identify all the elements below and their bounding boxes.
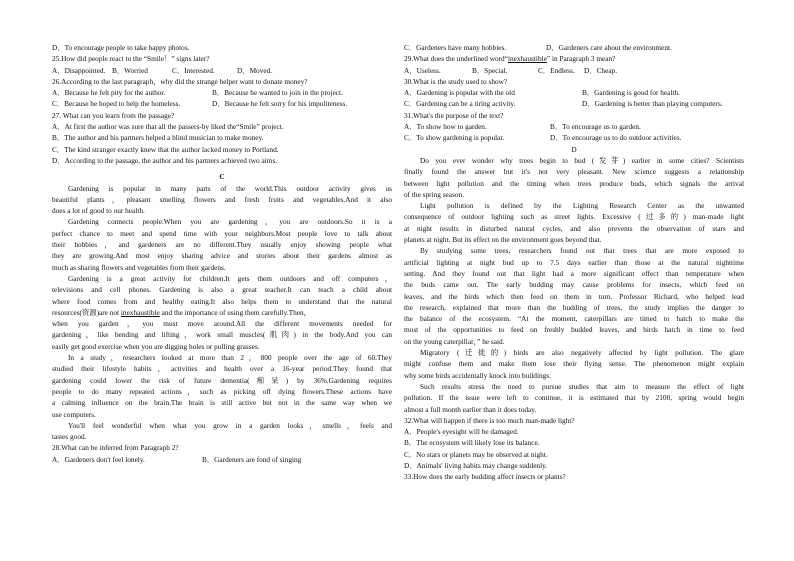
- option-d: D．Because he felt sorry for his impoliteness.: [212, 99, 348, 109]
- option-d: D．Animals' living habits may change suddenly.: [404, 460, 548, 470]
- option-b: B．Worried: [112, 65, 148, 75]
- question-32: 32.What will happen if there is too much man-made light?: [404, 415, 575, 425]
- text-line: consequence of outdoor lighting such as street lights. Excessive (过多的) man-made light: [404, 212, 744, 222]
- option-c: C．Gardening can be a tiring activity.: [404, 99, 516, 109]
- paragraph-3: [52, 273, 392, 352]
- paragraph-5: [52, 420, 392, 443]
- text-line: when you garden，you must move around.All the different movements needed for: [52, 319, 392, 329]
- text-line: people to do many repeated actions，such as picking off dying flowers.These actions have: [52, 386, 392, 396]
- text-line: Light pollution is defined by the Lighting Research Center as the unwanted: [420, 201, 744, 211]
- paragraph-1: [404, 155, 744, 200]
- option-b: B．To encourage us to garden.: [550, 122, 641, 132]
- text-line: In a study，researchers looked at more than 2，800 people over the age of 60.They: [68, 353, 392, 363]
- text-line: almost a full month earlier than it does today.: [404, 404, 537, 414]
- text-line: use computers.: [52, 409, 96, 419]
- option-b: B．The author and his partners helped a blind musician to make money.: [52, 133, 264, 143]
- question-31: 31.What's the purpose of the text?: [404, 110, 504, 120]
- option-b: B．Gardening is good for health.: [582, 88, 680, 98]
- option-d: D．Gardening is better than playing computers.: [582, 99, 723, 109]
- option-c: C．Endless.: [538, 65, 575, 75]
- question-28: 28.What can be inferred from Paragraph 2?: [52, 443, 179, 453]
- question-33: 33.How does the early budding affect insects or plants?: [404, 472, 566, 482]
- option-a: A．People's eyesight will be damaged.: [404, 427, 519, 437]
- underlined-word: inexhaustible: [120, 307, 160, 317]
- text-line: You'll feel wonderful when what you grow in a garden looks，smells，feels and: [68, 420, 392, 430]
- option-a: A．To show how to garden.: [404, 122, 487, 132]
- right-column: [404, 42, 744, 483]
- question-26-options-ab: [52, 87, 392, 98]
- option-b: B．Special.: [472, 65, 508, 75]
- text-line: between light pollution and the timing when trees produce buds, which signals the arrival: [404, 178, 744, 188]
- option-b: B．The ecosystem will likely lose its balance.: [404, 438, 540, 448]
- text-line: leaves, and the birds which then feed on them in turn. Professor Richard, who helped lead: [404, 291, 744, 301]
- option-c: C．Interested.: [172, 65, 215, 75]
- text-line: beautiful plants，pleasant smelling flowers and fresh fruits and vegetables.And it also: [52, 194, 392, 204]
- text-line: might confuse them and make them lose their flying sense. The phenomenon might explain: [404, 359, 744, 369]
- text-run: resources(资源)are not: [52, 307, 121, 317]
- text-line: studied their lifestyle habits，activities and health over a 16-year period.They found that: [52, 364, 392, 374]
- paragraph-2: [404, 200, 744, 245]
- question-30-options-ab: [404, 87, 744, 98]
- text-line: much as sharing flowers and vegetables from their gardens.: [52, 262, 226, 272]
- text-line: why some birds accidentally knock into buildings.: [404, 370, 551, 380]
- text-line: at night results in disturbed natural cycles, and also prevents the observation of stars and: [404, 223, 744, 233]
- text-line: finally found the answer but it's not very pleasant. New science suggests a relationship: [404, 167, 744, 177]
- paragraph-3: [404, 245, 744, 347]
- text-line: they are growing.And most enjoy sharing advice and stories about their gardens almost as: [52, 251, 392, 261]
- text-line: Gardening is a great activity for children.It gets them outdoors and off computers，: [68, 273, 392, 283]
- option-d: D．Gardeners care about the environment.: [546, 43, 672, 52]
- text-line: on the young caterpillar，” he said.: [404, 336, 505, 346]
- question-31-options-cd: [404, 132, 744, 143]
- question-29: [404, 53, 744, 64]
- option-a: A．Useless.: [404, 65, 441, 75]
- option-d: D．According to the passage, the author and his partners achieved two aims.: [52, 155, 278, 165]
- option-a: A．Disappointed.: [52, 65, 106, 75]
- question-26: 26.According to the last paragraph，why did the strange helper want to donate money?: [52, 76, 308, 86]
- question-28-options: [52, 454, 392, 465]
- text-line: televisions and cell phones. Gardening is also a great teacher.It can teach a child about: [52, 285, 392, 295]
- left-column: [52, 42, 392, 465]
- question-26-options-cd: [52, 98, 392, 109]
- option-d: D．Moved.: [237, 65, 273, 75]
- text-line: tastes good.: [52, 432, 87, 442]
- text-line: a calming influence on the brain.The brain is still active but not in the same way when we: [52, 398, 392, 408]
- text-line: gardening could lower the risk of future dementia(痴呆) by 36%.Gardening requires: [52, 375, 392, 385]
- text-line: [52, 307, 392, 318]
- question-31-options-ab: [404, 121, 744, 132]
- text-line: does a lot of good to our health.: [52, 206, 145, 216]
- option-a: A．Gardeners don't feel lonely.: [52, 454, 145, 464]
- paragraph-5: [404, 381, 744, 415]
- text-line: the research, explained that more than the budding of trees, the study implies the danger to: [404, 302, 744, 312]
- option-c: C．No stars or planets may be observed at night.: [404, 449, 548, 459]
- text-line: Gardening connects people.When you are gardening，you are outdoors.So it is a: [68, 217, 392, 227]
- section-heading-d: D: [571, 144, 577, 154]
- paragraph-1: [52, 183, 392, 217]
- text-line: setting. And they found out that light had a more significant effect than temperature when: [404, 268, 744, 278]
- text-line: artificial lighting at night bud up to 7.5 days earlier than those at the natural nighttime: [404, 257, 744, 267]
- option-a: A．Gardening is popular with the old: [404, 88, 515, 98]
- paragraph-4: [404, 347, 744, 381]
- text-line: of the spring season.: [404, 189, 464, 199]
- text-line: perfect chance to meet and spend time with your neighbors.Most people love to talk about: [52, 228, 392, 238]
- question-25: 25.How did people react to the “Smile！” signs later?: [52, 54, 210, 64]
- text-line: Do you ever wonder why trees begin to bud (发芽) earlier in some cities? Scientists: [420, 155, 744, 165]
- text-line: Migratory (迁徙的) birds are also negatively affected by light pollution. The glare: [420, 348, 744, 358]
- text-line: planets at night. But its effect on the environment goes beyond that.: [404, 235, 602, 245]
- option-a: A．Because he felt pity for the author.: [52, 88, 166, 98]
- text-line: easily get good exercise when you are digging holes or pulling grasses.: [52, 341, 260, 351]
- section-heading-c: C: [219, 172, 225, 182]
- paragraph-2: [52, 216, 392, 272]
- option-b: B．Because he wanted to join in the project.: [212, 88, 343, 98]
- text-run: 29.What does the underlined word“: [404, 54, 508, 64]
- option-c: C．To show gardening is popular.: [404, 133, 505, 143]
- text-line: where food comes from and healthy eating.It also helps them to understand that the natural: [52, 296, 392, 306]
- text-line: By studying some trees, researchers found out that trees that are more exposed to: [420, 246, 744, 256]
- paragraph-4: [52, 352, 392, 420]
- text-run: and the importance of using them carefully.Then，: [159, 307, 311, 317]
- question-27: 27. What can you learn from the passage?: [52, 110, 175, 120]
- option-d: D．To encourage people to take happy photos.: [52, 43, 190, 52]
- question-30-options-cd: [404, 98, 744, 109]
- option-c: C．Gardeners have many hobbies.: [404, 43, 507, 52]
- text-line: Such results stress the need to pursue studies that aim to measure the effect of light: [420, 381, 744, 391]
- text-line: the buds came out. The early budding may cause problems for insects, which feed on: [404, 280, 744, 290]
- question-25-options: [52, 65, 392, 76]
- underlined-word: inexhaustible: [507, 54, 547, 64]
- question-30: 30.What is the study used to show?: [404, 76, 508, 86]
- text-line: pollution. If the issue were left to continue, it is estimated that by 2100, spring would begin: [404, 393, 744, 403]
- option-c: C．Because he hoped to help the homeless.: [52, 99, 181, 109]
- option-b: B．Gardeners are fond of singing: [202, 454, 302, 464]
- option-d: D．Cheap.: [584, 65, 618, 75]
- question-28-options-cd: [404, 42, 744, 53]
- text-line: Gardening is popular in many parts of the world.This outdoor activity gives us: [68, 183, 392, 193]
- question-29-options: [404, 65, 744, 76]
- option-a: A．At first the author was sure that all the passers-by liked the“Smile” project.: [52, 122, 284, 132]
- text-run: ” in Paragraph 3 mean?: [546, 54, 616, 64]
- text-line: gardening，like bending and lifting，work small muscles(肌肉) in the body.And you can: [52, 330, 392, 340]
- text-line: the balance of the ecosystem. “At the moment, caterpillars are timed to hatch to make the: [404, 314, 744, 324]
- text-line: most of the opportunities to feed on freshly budded leaves, and birds hatch in time to feed: [404, 325, 744, 335]
- option-c: C．The kind stranger exactly knew that the author lacked money to Portland.: [52, 144, 279, 154]
- text-line: their hobbies，and gardeners are no different.They usually enjoy showing people what: [52, 240, 392, 250]
- option-d: D．To encourage us to do outdoor activities.: [550, 133, 682, 143]
